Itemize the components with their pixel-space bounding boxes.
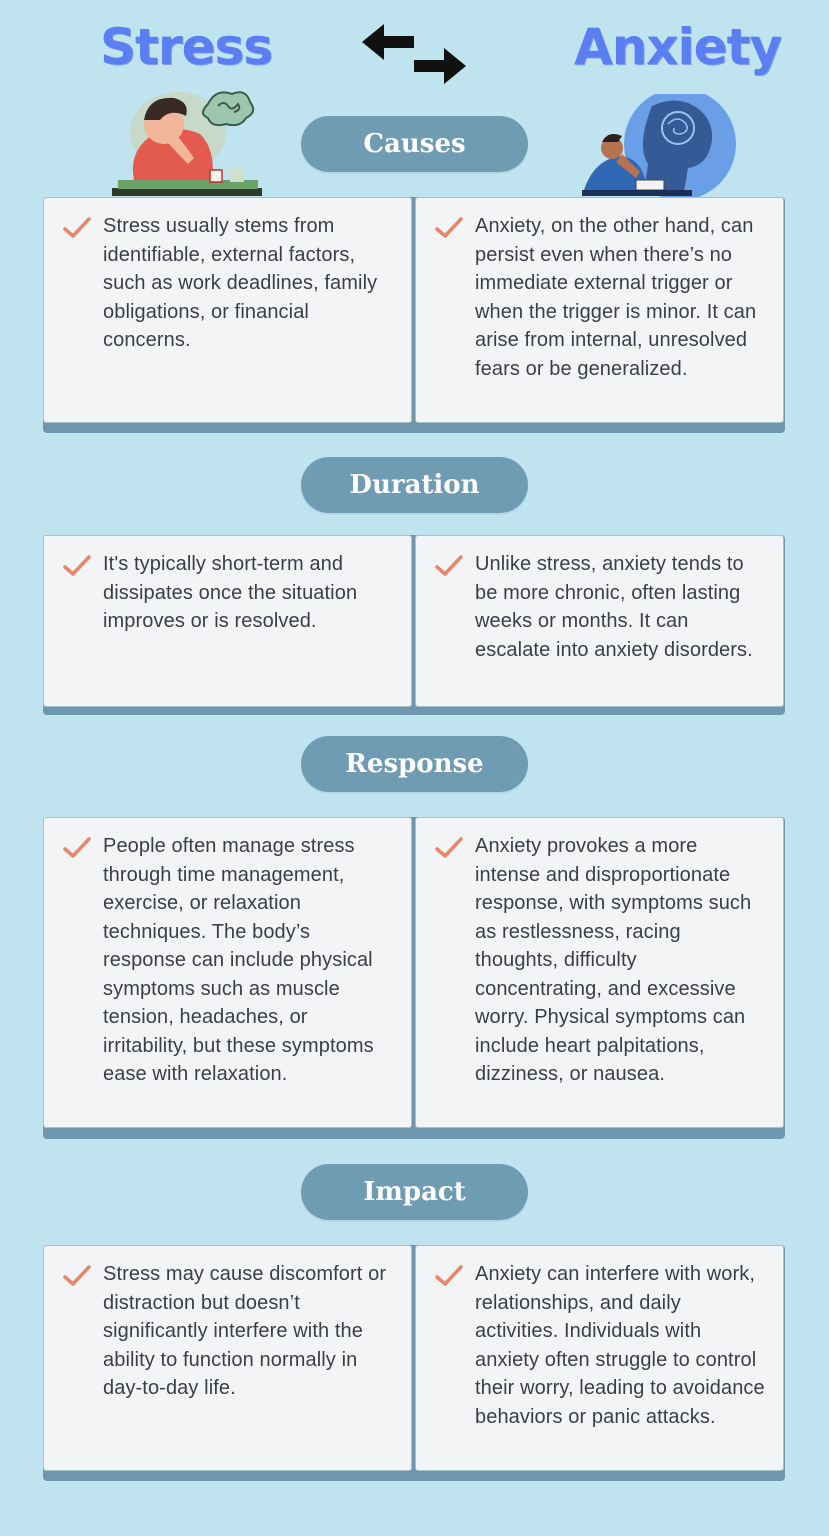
section-causes [43,197,785,433]
check-icon [434,216,464,240]
check-icon [434,1264,464,1288]
stress-response-text: People often manage stress through time management, exercise, or relaxation techniques. The body’s response can include physical symptoms such as muscle tension, headaches, or irritability, but these symptoms ease with relaxation. [103,835,374,1085]
anxiety-impact-card [415,1245,784,1471]
stress-impact-text: Stress may cause discomfort or distraction but doesn’t significantly interfere with the ability to function normally in day-to-day life. [103,1263,387,1399]
anxious-person-illustration [582,94,742,198]
stress-duration-text: It's typically short-term and dissipates once the situation improves or is resolved. [103,553,358,632]
anxiety-response-text: Anxiety provokes a more intense and disproportionate response, with symptoms such as restlessness, racing thoughts, difficulty concentrating, and excessive worry. Physical symptoms can include heart palpitations, dizziness, or nausea. [475,835,752,1085]
stress-duration-card [43,535,412,707]
anxiety-causes-text: Anxiety, on the other hand, can persist even when there’s no immediate external trigger or when the trigger is minor. It can arise from internal, unresolved fears or be generalized. [475,215,757,380]
stress-response-card [43,817,412,1128]
stressed-person-illustration [108,84,268,200]
section-heading-duration: Duration [301,457,528,513]
check-icon [62,836,92,860]
swap-arrows-icon [356,20,472,90]
check-icon [434,554,464,578]
section-heading-causes: Causes [301,116,528,172]
stress-causes-text: Stress usually stems from identifiable, external factors, such as work deadlines, family obligations, or financial concerns. [103,215,378,351]
anxiety-duration-card [415,535,784,707]
anxiety-impact-text: Anxiety can interfere with work, relationships, and daily activities. Individuals with anxiety often struggle to control their worry, leading to avoidance behaviors or panic attacks. [475,1263,765,1428]
anxiety-duration-text: Unlike stress, anxiety tends to be more chronic, often lasting weeks or months. It can escalate into anxiety disorders. [475,553,753,661]
anxiety-response-card [415,817,784,1128]
check-icon [62,1264,92,1288]
anxiety-title: Anxiety [574,18,782,76]
check-icon [62,554,92,578]
section-duration [43,535,785,715]
section-response [43,817,785,1139]
section-heading-impact: Impact [301,1164,528,1220]
check-icon [434,836,464,860]
section-impact [43,1245,785,1481]
anxiety-causes-card [415,197,784,423]
stress-impact-card [43,1245,412,1471]
stress-title: Stress [100,18,273,76]
stress-causes-card [43,197,412,423]
check-icon [62,216,92,240]
section-heading-response: Response [301,736,528,792]
